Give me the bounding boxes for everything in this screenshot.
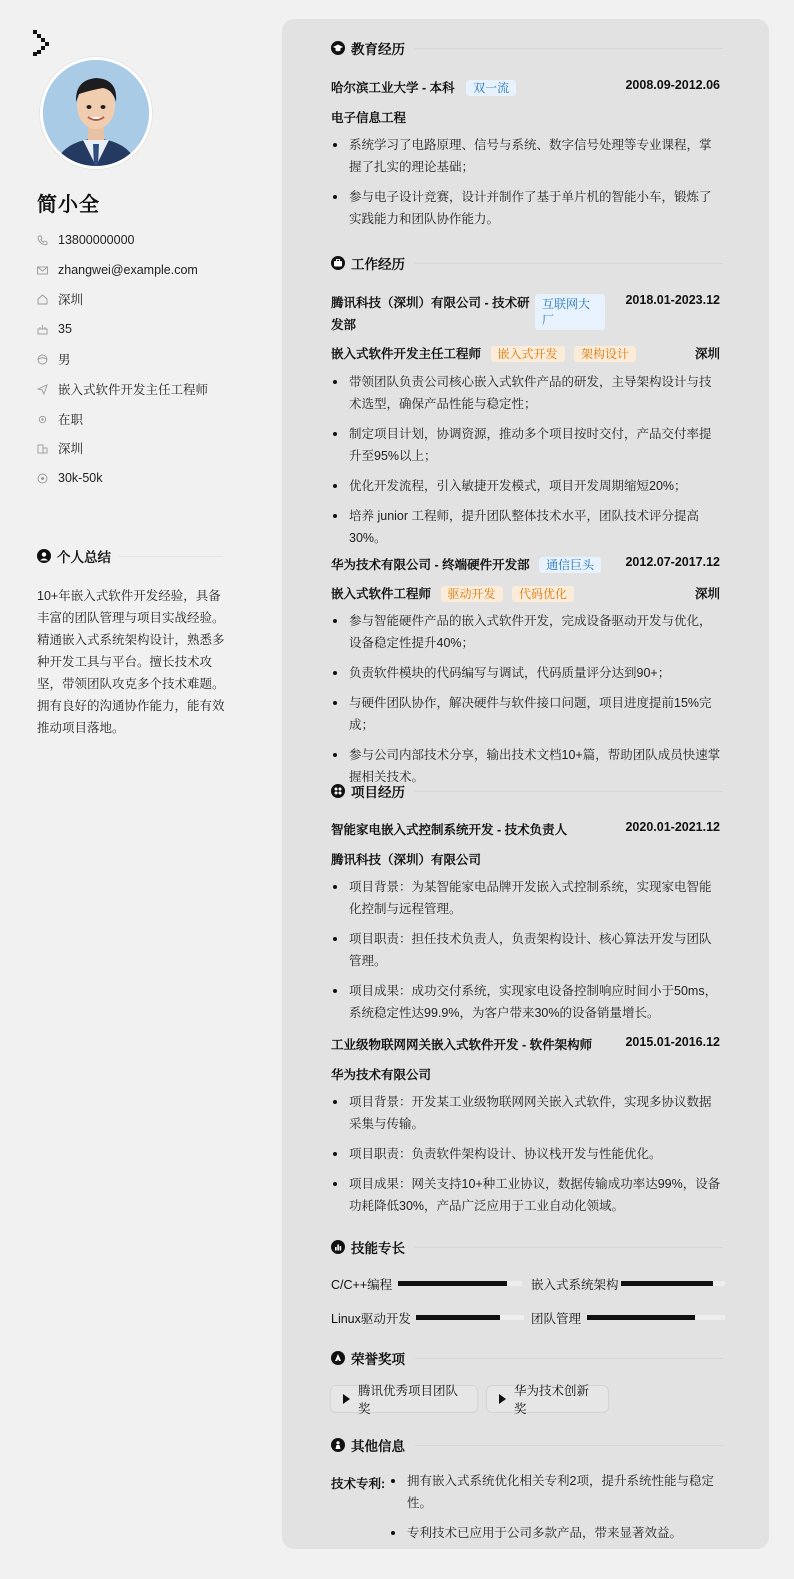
job-2-bullets: [331, 610, 723, 796]
projects-section-title: 项目经历: [331, 782, 723, 800]
position-row: [37, 380, 208, 398]
skill-name: 嵌入式系统架构: [531, 1278, 619, 1292]
list-item: 与硬件团队协作，解决硬件与软件接口问题，项目进度提前15%完成；: [331, 692, 723, 736]
education-school: 哈尔滨工业大学 - 本科 双一流: [331, 78, 516, 96]
job-1-bullets: [331, 371, 723, 557]
project-2-date: 2015.01-2016.12: [625, 1035, 720, 1049]
skill-bar: [587, 1315, 725, 1320]
skill-fill: [621, 1281, 713, 1286]
skill-bar: [621, 1281, 725, 1286]
list-item: 优化开发流程，引入敏捷开发模式，项目开发周期缩短20%；: [331, 475, 723, 497]
list-item: 项目成果：网关支持10+种工业协议，数据传输成功率达99%，设备功耗降低30%，产品广泛应用于工业自动化领域。: [331, 1173, 723, 1217]
age-text: 35: [58, 322, 72, 336]
list-item: 培养 junior 工程师，提升团队整体技术水平，团队技术评分提高30%。: [331, 505, 723, 549]
award-item: 华为技术创新奖: [486, 1385, 609, 1413]
job-1-company: 腾讯科技（深圳）有限公司 - 技术研 发部: [331, 296, 530, 332]
list-item: 带领团队负责公司核心嵌入式软件产品的研发，主导架构设计与技术选型，确保产品性能与稳定性；: [331, 371, 723, 415]
work-section-title: 工作经历: [331, 254, 723, 272]
list-item: 项目职责：负责软件架构设计、协议栈开发与性能优化。: [331, 1143, 723, 1165]
location-row: [37, 290, 83, 308]
list-item: 拥有嵌入式系统优化相关专利2项，提升系统性能与稳定性。: [389, 1470, 719, 1514]
grid-icon: [331, 784, 345, 798]
email-text: zhangwei@example.com: [58, 263, 198, 277]
education-date: 2008.09-2012.06: [625, 78, 720, 92]
summary-section-title: 个人总结: [37, 546, 223, 566]
play-icon: [499, 1394, 506, 1404]
gear-icon: [37, 414, 48, 425]
project-1-company: 腾讯科技（深圳）有限公司: [331, 853, 482, 867]
job-2-role: 嵌入式软件工程师 驱动开发 代码优化: [331, 584, 574, 602]
building-icon: [37, 443, 48, 454]
list-item: 专利技术已应用于公司多款产品，带来显著效益。: [389, 1522, 719, 1544]
skill-bar: [398, 1281, 522, 1286]
cake-icon: [37, 324, 48, 335]
education-bullets: [331, 134, 723, 238]
education-major: 电子信息工程: [331, 111, 407, 125]
job-1-date: 2018.01-2023.12: [625, 293, 720, 307]
summary-text: 10+年嵌入式软件开发经验，具备丰富的团队管理与项目实战经验。精通嵌入式系统架构设计，熟悉多种开发工具与平台。擅长技术攻坚，带领团队攻克多个技术难题。拥有良好的沟通协作能力，能有效推动项目落地。: [37, 589, 225, 735]
logo-icon: [33, 30, 53, 56]
skill-fill: [587, 1315, 695, 1320]
awards-section-title: 荣誉奖项: [331, 1349, 723, 1367]
skill-name: C/C++编程: [331, 1278, 393, 1292]
role-tag: 代码优化: [512, 586, 574, 602]
status-row: [37, 410, 83, 428]
award-icon: [331, 1351, 345, 1365]
salary-text: 30k-50k: [58, 471, 103, 485]
send-icon: [37, 384, 48, 395]
other-section-title: 其他信息: [331, 1436, 723, 1454]
job-1-role: 嵌入式软件开发主任工程师 嵌入式开发 架构设计: [331, 344, 636, 362]
job-2-date: 2012.07-2017.12: [625, 555, 720, 569]
money-icon: [37, 473, 48, 484]
role-tag: 嵌入式开发: [491, 346, 565, 362]
skill-name: Linux驱动开发: [331, 1312, 411, 1326]
user-icon: [37, 549, 51, 563]
phone-text: 13800000000: [58, 233, 135, 247]
gender-icon: [37, 354, 48, 365]
education-section-title: 教育经历: [331, 39, 723, 57]
project-1-bullets: [331, 876, 723, 1032]
list-item: 参与智能硬件产品的嵌入式软件开发，完成设备驱动开发与优化，设备稳定性提升40%；: [331, 610, 723, 654]
skills-section-title: 技能专长: [331, 1238, 723, 1256]
salary-row: [37, 469, 102, 487]
avatar: [40, 57, 152, 169]
location-text: 深圳: [58, 293, 84, 307]
email-icon: [37, 265, 48, 276]
role-tag: 驱动开发: [441, 586, 503, 602]
project-2-bullets: [331, 1091, 723, 1225]
list-item: 项目成果：成功交付系统，实现家电设备控制响应时间小于50ms，系统稳定性达99.9%，为客户带来30%的设备销量增长。: [331, 980, 723, 1024]
job-1-city: 深圳: [694, 347, 720, 361]
list-item: 系统学习了电路原理、信号与系统、数字信号处理等专业课程，掌握了扎实的理论基础；: [331, 134, 723, 178]
role-tag: 架构设计: [574, 346, 636, 362]
phone-icon: [37, 235, 48, 246]
education-tag: 双一流: [466, 80, 516, 96]
list-item: 项目职责：担任技术负责人，负责架构设计、核心算法开发与团队管理。: [331, 928, 723, 972]
job-2-company: 华为技术有限公司 - 终端硬件开发部 通信巨头: [331, 555, 601, 573]
list-item: 项目背景：开发某工业级物联网网关嵌入式软件，实现多协议数据采集与传输。: [331, 1091, 723, 1135]
project-2-name: 工业级物联网网关嵌入式软件开发 - 软件架构师: [331, 1038, 593, 1052]
list-item: 项目背景：为某智能家电品牌开发嵌入式控制系统，实现家电智能化控制与远程管理。: [331, 876, 723, 920]
gender-row: [37, 350, 71, 368]
list-item: 参与电子设计竞赛，设计并制作了基于单片机的智能小车，锻炼了实践能力和团队协作能力。: [331, 186, 723, 230]
award-item: 腾讯优秀项目团队奖: [330, 1385, 478, 1413]
briefcase-icon: [331, 256, 345, 270]
job-2-tag: 通信巨头: [539, 557, 601, 573]
other-bullets: [389, 1470, 719, 1552]
phone-row: [37, 231, 134, 249]
bar-chart-icon: [331, 1240, 345, 1254]
city-row: [37, 439, 83, 457]
other-label: 技术专利:: [331, 1477, 386, 1491]
job-1-tag: 互联网大 厂: [535, 294, 605, 330]
project-1-name: 智能家电嵌入式控制系统开发 - 技术负责人: [331, 823, 568, 837]
project-2-company: 华为技术有限公司: [331, 1068, 432, 1082]
skill-bar: [416, 1315, 524, 1320]
list-item: 负责软件模块的代码编写与调试，代码质量评分达到90+；: [331, 662, 723, 684]
email-row: [37, 261, 198, 279]
list-item: 参与公司内部技术分享，输出技术文档10+篇，帮助团队成员快速掌握相关技术。: [331, 744, 723, 788]
graduation-cap-icon: [331, 41, 345, 55]
skill-fill: [416, 1315, 500, 1320]
skill-name: 团队管理: [531, 1312, 582, 1326]
play-icon: [343, 1394, 350, 1404]
status-text: 在职: [58, 413, 84, 427]
people-icon: [331, 1438, 345, 1452]
age-row: [37, 320, 72, 338]
skill-fill: [398, 1281, 507, 1286]
position-text: 嵌入式软件开发主任工程师: [58, 383, 209, 397]
profile-name: 简小全: [37, 194, 100, 216]
city-text: 深圳: [58, 442, 84, 456]
project-1-date: 2020.01-2021.12: [625, 820, 720, 834]
job-2-city: 深圳: [694, 587, 720, 601]
home-icon: [37, 294, 48, 305]
gender-text: 男: [58, 353, 71, 367]
list-item: 制定项目计划，协调资源，推动多个项目按时交付，产品交付率提升至95%以上；: [331, 423, 723, 467]
